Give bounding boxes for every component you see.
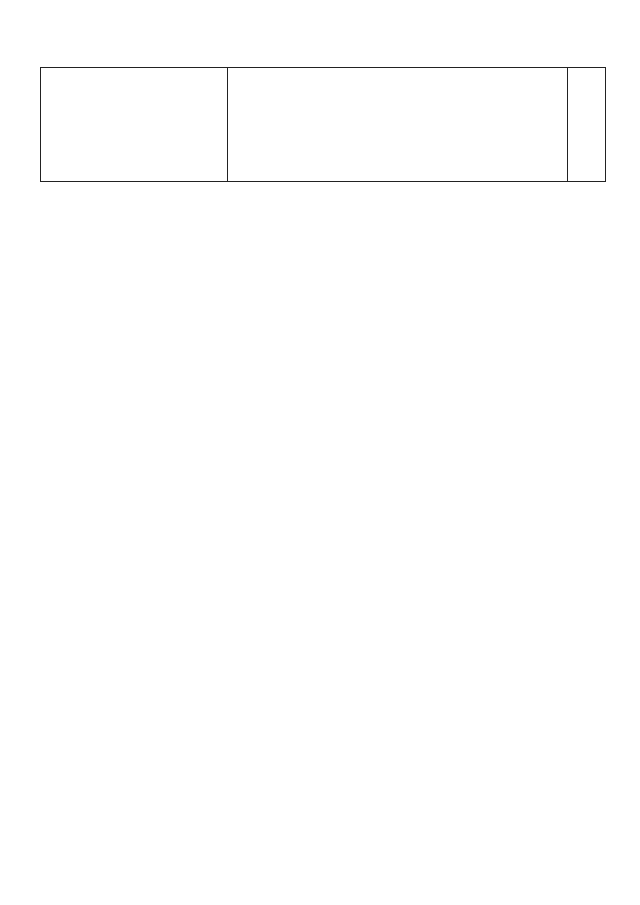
header-code — [41, 68, 228, 181]
table-header — [40, 67, 606, 182]
header-level — [568, 68, 605, 181]
header-name — [228, 68, 568, 181]
